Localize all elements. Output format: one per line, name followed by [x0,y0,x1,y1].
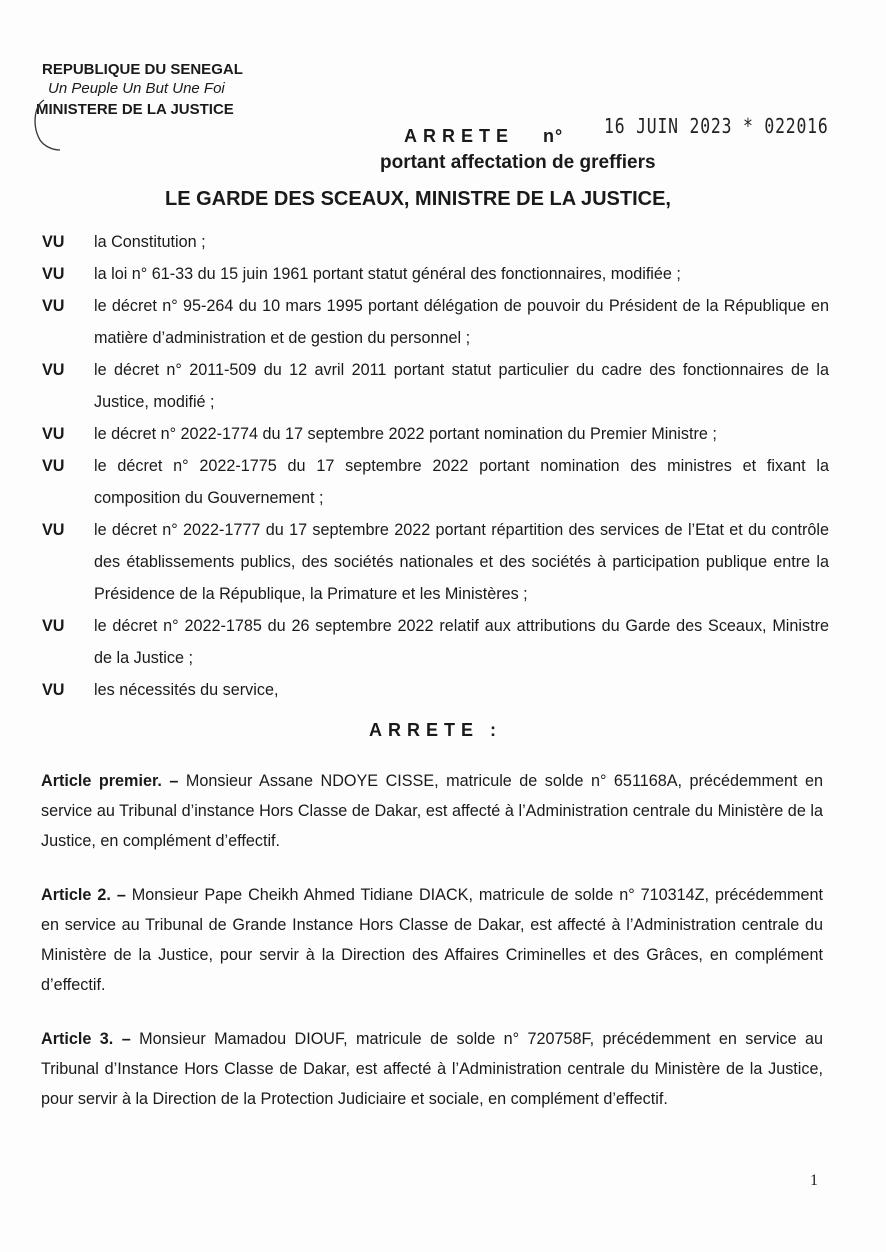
consideration-text: le décret n° 95-264 du 10 mars 1995 portant délégation de pouvoir du Président de la République en matière d’administration et de gestion du personnel ; [94,297,829,347]
vu-label: VU [42,265,65,283]
decision-heading: ARRETE : [369,720,502,740]
consideration-item [42,226,832,258]
consideration-item [42,354,832,418]
article-heading: Article 2. – [41,886,126,904]
decree-title: ARRETE [404,126,515,146]
vu-label: VU [42,457,65,475]
vu-label: VU [42,521,65,539]
consideration-text: le décret n° 2022-1777 du 17 septembre 2022 portant répartition des services de l’Etat et du contrôle des établissements publics, des sociétés nationales et des sociétés à participation publique entre la Présidence de la République, la Primature et les Ministères ; [94,521,829,603]
consideration-text: la Constitution ; [94,233,206,251]
consideration-item [42,514,832,610]
consideration-text: le décret n° 2022-1775 du 17 septembre 2022 portant nomination des ministres et fixant la composition du Gouvernement ; [94,457,829,507]
consideration-text: les nécessités du service, [94,681,279,699]
article-text: Monsieur Assane NDOYE CISSE, matricule de solde n° 651168A, précédemment en service au Tribunal d’instance Hors Classe de Dakar, est affecté à l’Administration centrale du Ministère de la Justice, en complément d’effectif. [41,772,823,850]
handwritten-mark-icon [30,96,64,152]
consideration-text: le décret n° 2011-509 du 12 avril 2011 portant statut particulier du cadre des fonctionnaires de la Justice, modifié ; [94,361,829,411]
consideration-item [42,450,832,514]
decree-number-label: n° [543,126,564,146]
national-motto: Un Peuple Un But Une Foi [48,80,225,97]
vu-label: VU [42,361,65,379]
article-heading: Article premier. – [41,772,179,790]
article [41,766,823,856]
vu-label: VU [42,681,65,699]
articles-section [41,766,823,1138]
page-number: 1 [810,1172,818,1189]
consideration-item [42,258,832,290]
considerations-list [42,226,832,706]
decree-subject: portant affectation de greffiers [380,152,656,173]
consideration-item [42,674,832,706]
consideration-text: le décret n° 2022-1785 du 26 septembre 2022 relatif aux attributions du Garde des Sceaux, Ministre de la Justice ; [94,617,829,667]
date-number-stamp: 16 JUIN 2023 * 022016 [604,114,829,138]
article-heading: Article 3. – [41,1030,131,1048]
article-text: Monsieur Pape Cheikh Ahmed Tidiane DIACK, matricule de solde n° 710314Z, précédemment en service au Tribunal de Grande Instance Hors Classe de Dakar, est affecté à l’Administration centrale du Ministère de la Justice, pour servir à la Direction des Affaires Criminelles et des Grâces, en complément d’effectif. [41,886,823,994]
consideration-text: la loi n° 61-33 du 15 juin 1961 portant statut général des fonctionnaires, modifiée ; [94,265,681,283]
consideration-item [42,418,832,450]
article-text: Monsieur Mamadou DIOUF, matricule de solde n° 720758F, précédemment en service au Tribunal d’Instance Hors Classe de Dakar, est affecté à l’Administration centrale du Ministère de la Justice, pour servir à la Direction de la Protection Judiciaire et sociale, en complément d’effectif. [41,1030,824,1108]
consideration-item [42,610,832,674]
vu-label: VU [42,425,65,443]
country-name: REPUBLIQUE DU SENEGAL [42,61,243,78]
vu-label: VU [42,297,65,315]
ministry-name: MINISTERE DE LA JUSTICE [36,101,234,118]
article [41,880,823,1000]
article [41,1024,823,1114]
consideration-text: le décret n° 2022-1774 du 17 septembre 2022 portant nomination du Premier Ministre ; [94,425,717,443]
vu-label: VU [42,233,65,251]
vu-label: VU [42,617,65,635]
consideration-item [42,290,832,354]
issuing-authority: LE GARDE DES SCEAUX, MINISTRE DE LA JUSTICE, [165,188,671,210]
